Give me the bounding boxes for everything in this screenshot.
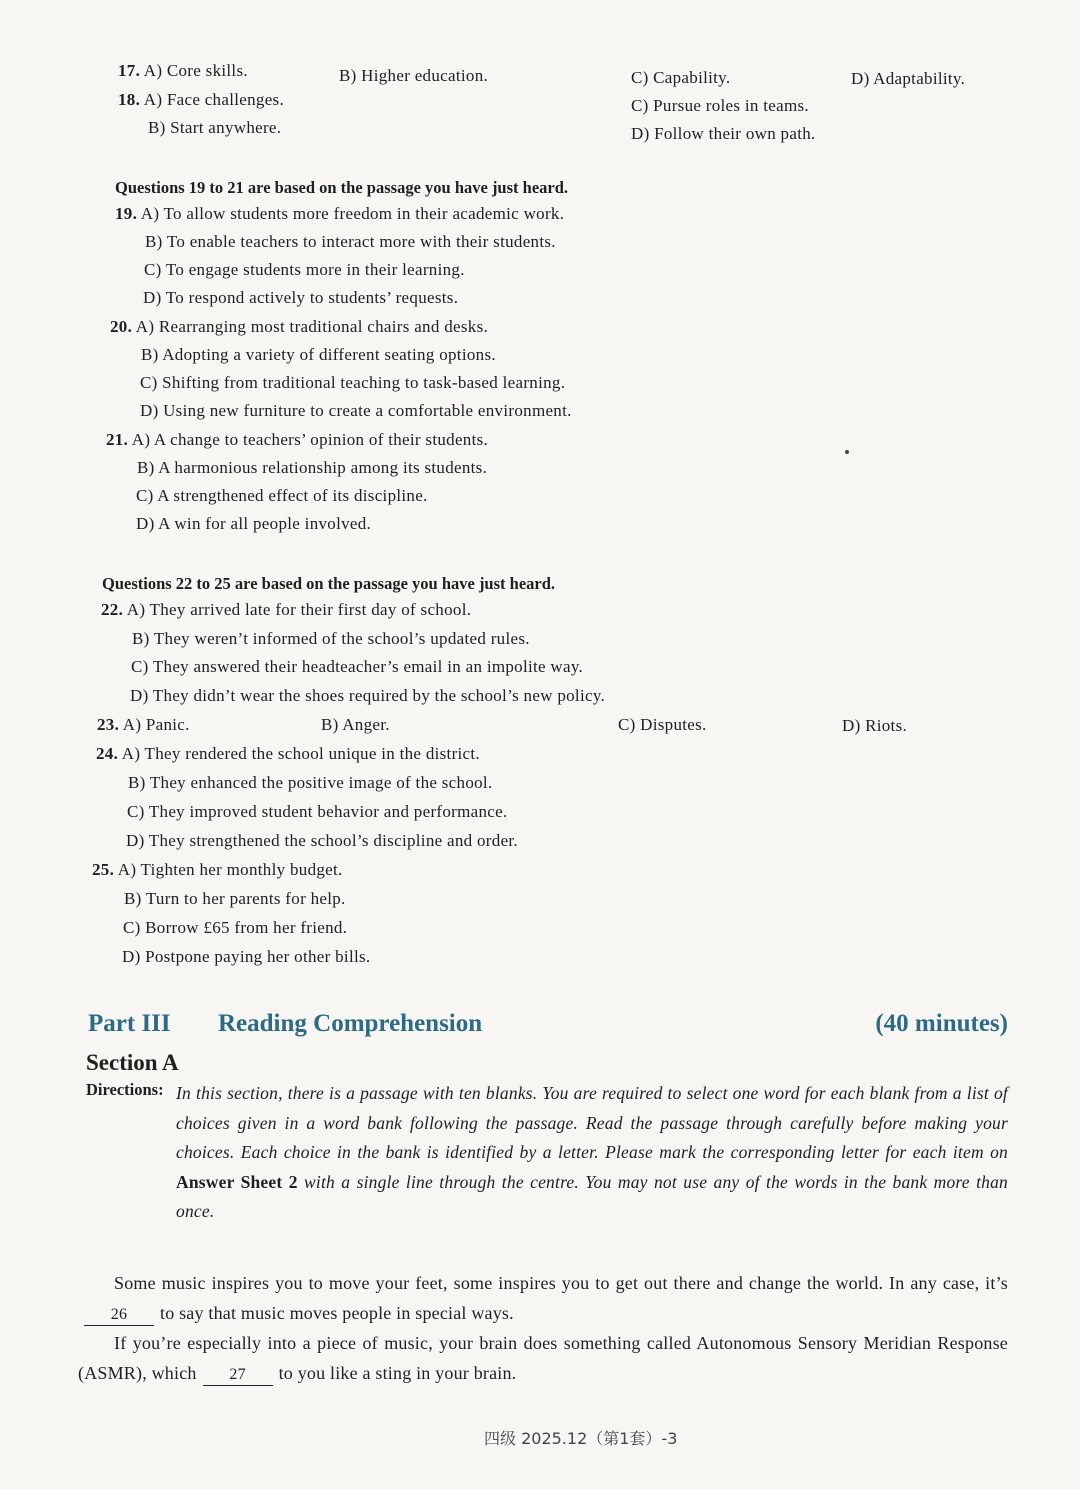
- option-a: A) They arrived late for their first day of school.: [126, 600, 472, 619]
- directions-label: Directions:: [86, 1080, 164, 1099]
- option-a: A) Tighten her monthly budget.: [117, 860, 343, 879]
- option-a: A) Face challenges.: [143, 90, 285, 109]
- option-c: C) Borrow £65 from her friend.: [123, 918, 348, 937]
- question-number: 24.: [96, 744, 119, 763]
- option-a: A) To allow students more freedom in their academic work.: [140, 204, 565, 223]
- passage-paragraph-2: [78, 1328, 1008, 1388]
- directions-text-part2: with a single line through the centre. You may not use any of the words in the bank more than once.: [176, 1171, 1009, 1222]
- part-time: (40 minutes): [875, 1010, 1008, 1037]
- question-number: 20.: [110, 317, 133, 336]
- option-d: D) They strengthened the school’s discipline and order.: [126, 831, 518, 850]
- option-a: A) Core skills.: [143, 61, 248, 80]
- option-c: C) They improved student behavior and performance.: [127, 802, 508, 821]
- option-d: D) Adaptability.: [851, 69, 966, 88]
- question-21: [106, 430, 488, 450]
- question-number: 19.: [115, 204, 138, 223]
- answer-sheet-ref: Answer Sheet 2: [176, 1171, 298, 1192]
- part-title: Reading Comprehension: [218, 1010, 483, 1037]
- option-d: D) Riots.: [842, 716, 908, 735]
- question-22: [101, 600, 471, 620]
- option-c: C) To engage students more in their learning.: [144, 260, 465, 279]
- option-d: D) They didn’t wear the shoes required by the school’s new policy.: [130, 686, 606, 705]
- questions-heading-22-25: Questions 22 to 25 are based on the passage you have just heard.: [102, 574, 556, 593]
- passage-text: If you’re especially into a piece of music, your brain does something called Autonomous Sensory Meridian Response (ASMR), which: [78, 1333, 1008, 1383]
- question-number: 23.: [97, 715, 120, 734]
- option-b: B) Start anywhere.: [148, 118, 282, 137]
- section-title: Section A: [86, 1050, 179, 1075]
- part-label: Part III: [88, 1010, 171, 1037]
- option-c: C) A strengthened effect of its discipline.: [136, 486, 428, 505]
- option-b: B) Turn to her parents for help.: [124, 889, 346, 908]
- option-a: A) Rearranging most traditional chairs and desks.: [135, 317, 489, 336]
- option-d: D) Postpone paying her other bills.: [122, 947, 371, 966]
- question-number: 21.: [106, 430, 129, 449]
- part-heading: [88, 1010, 1008, 1044]
- option-a: A) Panic.: [122, 715, 190, 734]
- directions-text-part1: In this section, there is a passage with ten blanks. You are required to select one word for each blank from a list of choices given in a word bank following the passage. Read the passage through carefully before making your choices. Each choice in the bank is identified by a letter. Please mark the corresponding letter for each item on: [176, 1083, 1008, 1163]
- option-d: D) Follow their own path.: [631, 124, 816, 143]
- question-20: [110, 317, 488, 337]
- option-b: B) A harmonious relationship among its students.: [137, 458, 488, 477]
- option-a: A) They rendered the school unique in the district.: [121, 744, 480, 763]
- option-c: C) Disputes.: [618, 715, 707, 734]
- passage-text: to you like a sting in your brain.: [278, 1363, 517, 1383]
- blank-26[interactable]: 26: [84, 1305, 154, 1326]
- passage-text: Some music inspires you to move your feet, some inspires you to get out there and change the world. In any case, it’s: [114, 1273, 1008, 1293]
- option-b: B) They weren’t informed of the school’s updated rules.: [132, 629, 530, 648]
- question-17: [118, 61, 248, 81]
- option-b: B) They enhanced the positive image of the school.: [128, 773, 493, 792]
- question-23: [97, 715, 190, 735]
- speck-mark: [845, 450, 849, 454]
- question-number: 18.: [118, 90, 141, 109]
- option-a: A) A change to teachers’ opinion of their students.: [131, 430, 489, 449]
- option-b: B) To enable teachers to interact more with their students.: [145, 232, 556, 251]
- option-c: C) Shifting from traditional teaching to task-based learning.: [140, 373, 566, 392]
- question-number: 22.: [101, 600, 124, 619]
- option-d: D) A win for all people involved.: [136, 514, 372, 533]
- option-b: B) Higher education.: [339, 66, 489, 85]
- questions-heading-19-21: Questions 19 to 21 are based on the passage you have just heard.: [115, 178, 569, 197]
- question-19: [115, 204, 564, 224]
- question-number: 25.: [92, 860, 115, 879]
- option-d: D) Using new furniture to create a comfortable environment.: [140, 401, 572, 420]
- question-18: [118, 90, 284, 110]
- question-number: 17.: [118, 61, 141, 80]
- option-c: C) Pursue roles in teams.: [631, 96, 809, 115]
- directions-text: [176, 1079, 1008, 1227]
- passage-text: to say that music moves people in special ways.: [160, 1303, 514, 1323]
- option-b: B) Anger.: [321, 715, 390, 734]
- option-c: C) They answered their headteacher’s email in an impolite way.: [131, 657, 584, 676]
- option-d: D) To respond actively to students’ requests.: [143, 288, 459, 307]
- passage-paragraph-1: [78, 1268, 1008, 1328]
- option-c: C) Capability.: [631, 68, 731, 87]
- question-25: [92, 860, 343, 880]
- question-24: [96, 744, 480, 764]
- option-b: B) Adopting a variety of different seating options.: [141, 345, 496, 364]
- blank-27[interactable]: 27: [203, 1365, 273, 1386]
- page-footer: 四级 2025.12（第1套）-3: [484, 1429, 678, 1448]
